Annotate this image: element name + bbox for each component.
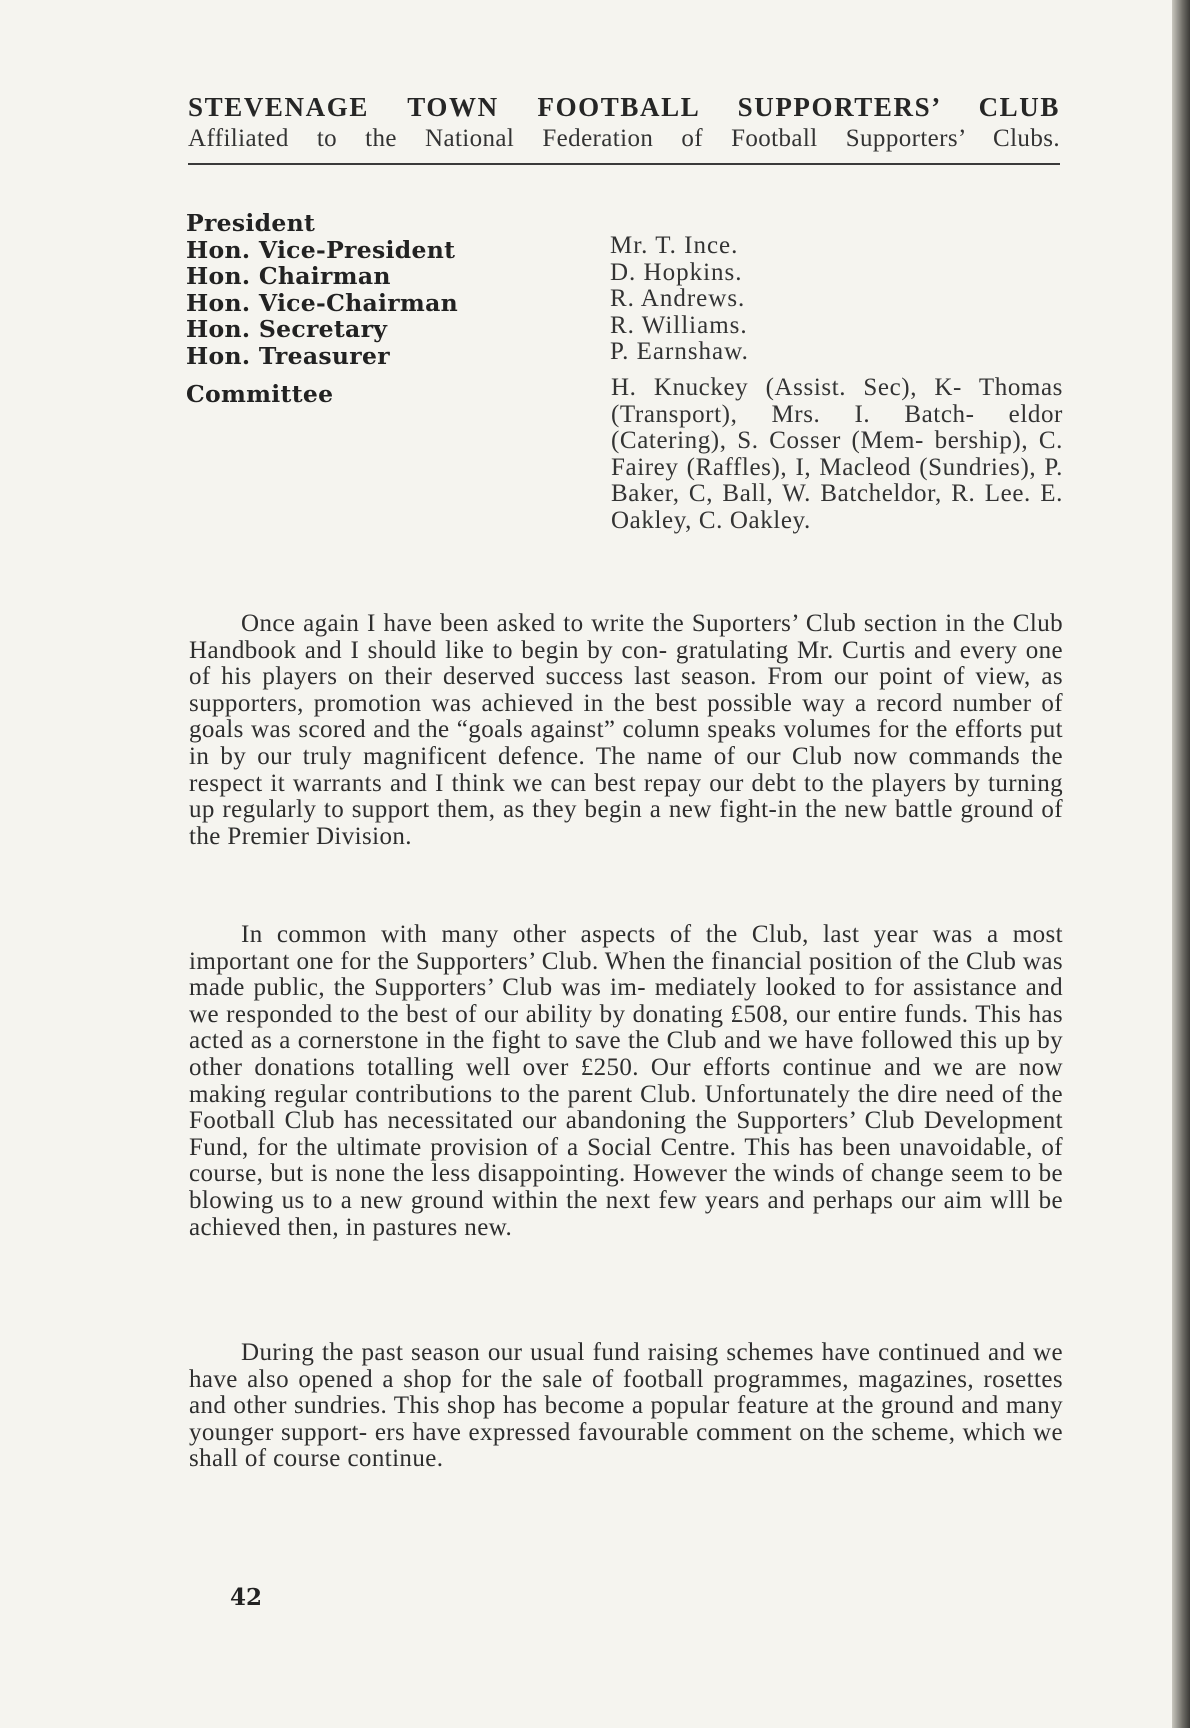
officer-names [610,233,749,366]
officer-name-treasurer: P. Earnshaw. [610,338,749,366]
body-paragraph: In common with many other aspects of the Club, last year was a most important one for the Supporters’ Club. When the financial position of the Club was made public, the Supporters’ Club was im- mediately looked to for assistance and we responded to the best of our ability by donating £508, our entire funds. This has acted as a cornerstone in the fight to save the Club and we have followed this up by other donations totalling well over £250. Our efforts continue and we are now making regular contributions to the parent Club. Unfortunately the dire need of the Football Club has necessitated our abandoning the Supporters’ Club Development Fund, for the ultimate provision of a Social Centre. This has been unavoidable, of course, but is none the less disappointing. However the winds of change seem to be blowing us to a new ground within the next few years and perhaps our aim wlll be achieved then, in pastures new. [189,921,1063,1241]
officer-title-president: President [186,209,316,237]
officer-name-vice-chairman: R. Andrews. [610,285,746,313]
officer-title-treasurer: Hon. Treasurer [186,341,390,370]
committee-title: Committee [186,379,334,408]
page-number: 42 [230,1584,263,1611]
officer-title-vice-president: Hon. Vice-President [186,235,456,264]
page-edge-shadow [1172,0,1190,1728]
club-title: STEVENAGE TOWN FOOTBALL SUPPORTERS’ CLUB [188,92,1060,122]
officer-name-chairman: D. Hopkins. [610,258,743,286]
page-header [188,92,1060,165]
header-divider [188,163,1060,165]
body-paragraph: During the past season our usual fund raising schemes have continued and we have also opened a shop for the sale of football programmes, magazines, rosettes and other sundries. This shop has become a popular feature at the ground and many younger support- ers have expressed favourable comment on the scheme, which we shall of course continue. [189,1339,1063,1473]
officer-title-vice-chairman: Hon. Vice-Chairman [186,288,458,317]
officer-titles [186,210,458,407]
officer-title-secretary: Hon. Secretary [186,315,388,344]
officer-title-chairman: Hon. Chairman [186,262,391,291]
officer-name-vice-president: Mr. T. Ince. [610,232,739,259]
body-paragraph: Once again I have been asked to write the Suporters’ Club section in the Club Handbook and I should like to begin by con- gratulating Mr. Curtis and every one of his players on their deserved success last season. From our point of view, as supporters, promotion was achieved in the best possible way a record number of goals was scored and the “goals against” column speaks volumes for the efforts put in by our truly magnificent defence. The name of our Club now commands the respect it warrants and I think we can best repay our debt to the players by turning up regularly to support them, as they begin a new fight-in the new battle ground of the Premier Division. [189,610,1063,850]
officer-name-secretary: R. Williams. [610,311,748,339]
committee-members: H. Knuckey (Assist. Sec), K- Thomas (Transport), Mrs. I. Batch- eldor (Catering), S. Cosser (Mem- bership), C. Fairey (Raffles), I, Macleod (Sundries), P. Baker, C, Ball, W. Batcheldor, R. Lee. E. Oakley, C. Oakley. [611,374,1063,534]
affiliation-line: Affiliated to the National Federation of Football Supporters’ Clubs. [188,125,1060,152]
